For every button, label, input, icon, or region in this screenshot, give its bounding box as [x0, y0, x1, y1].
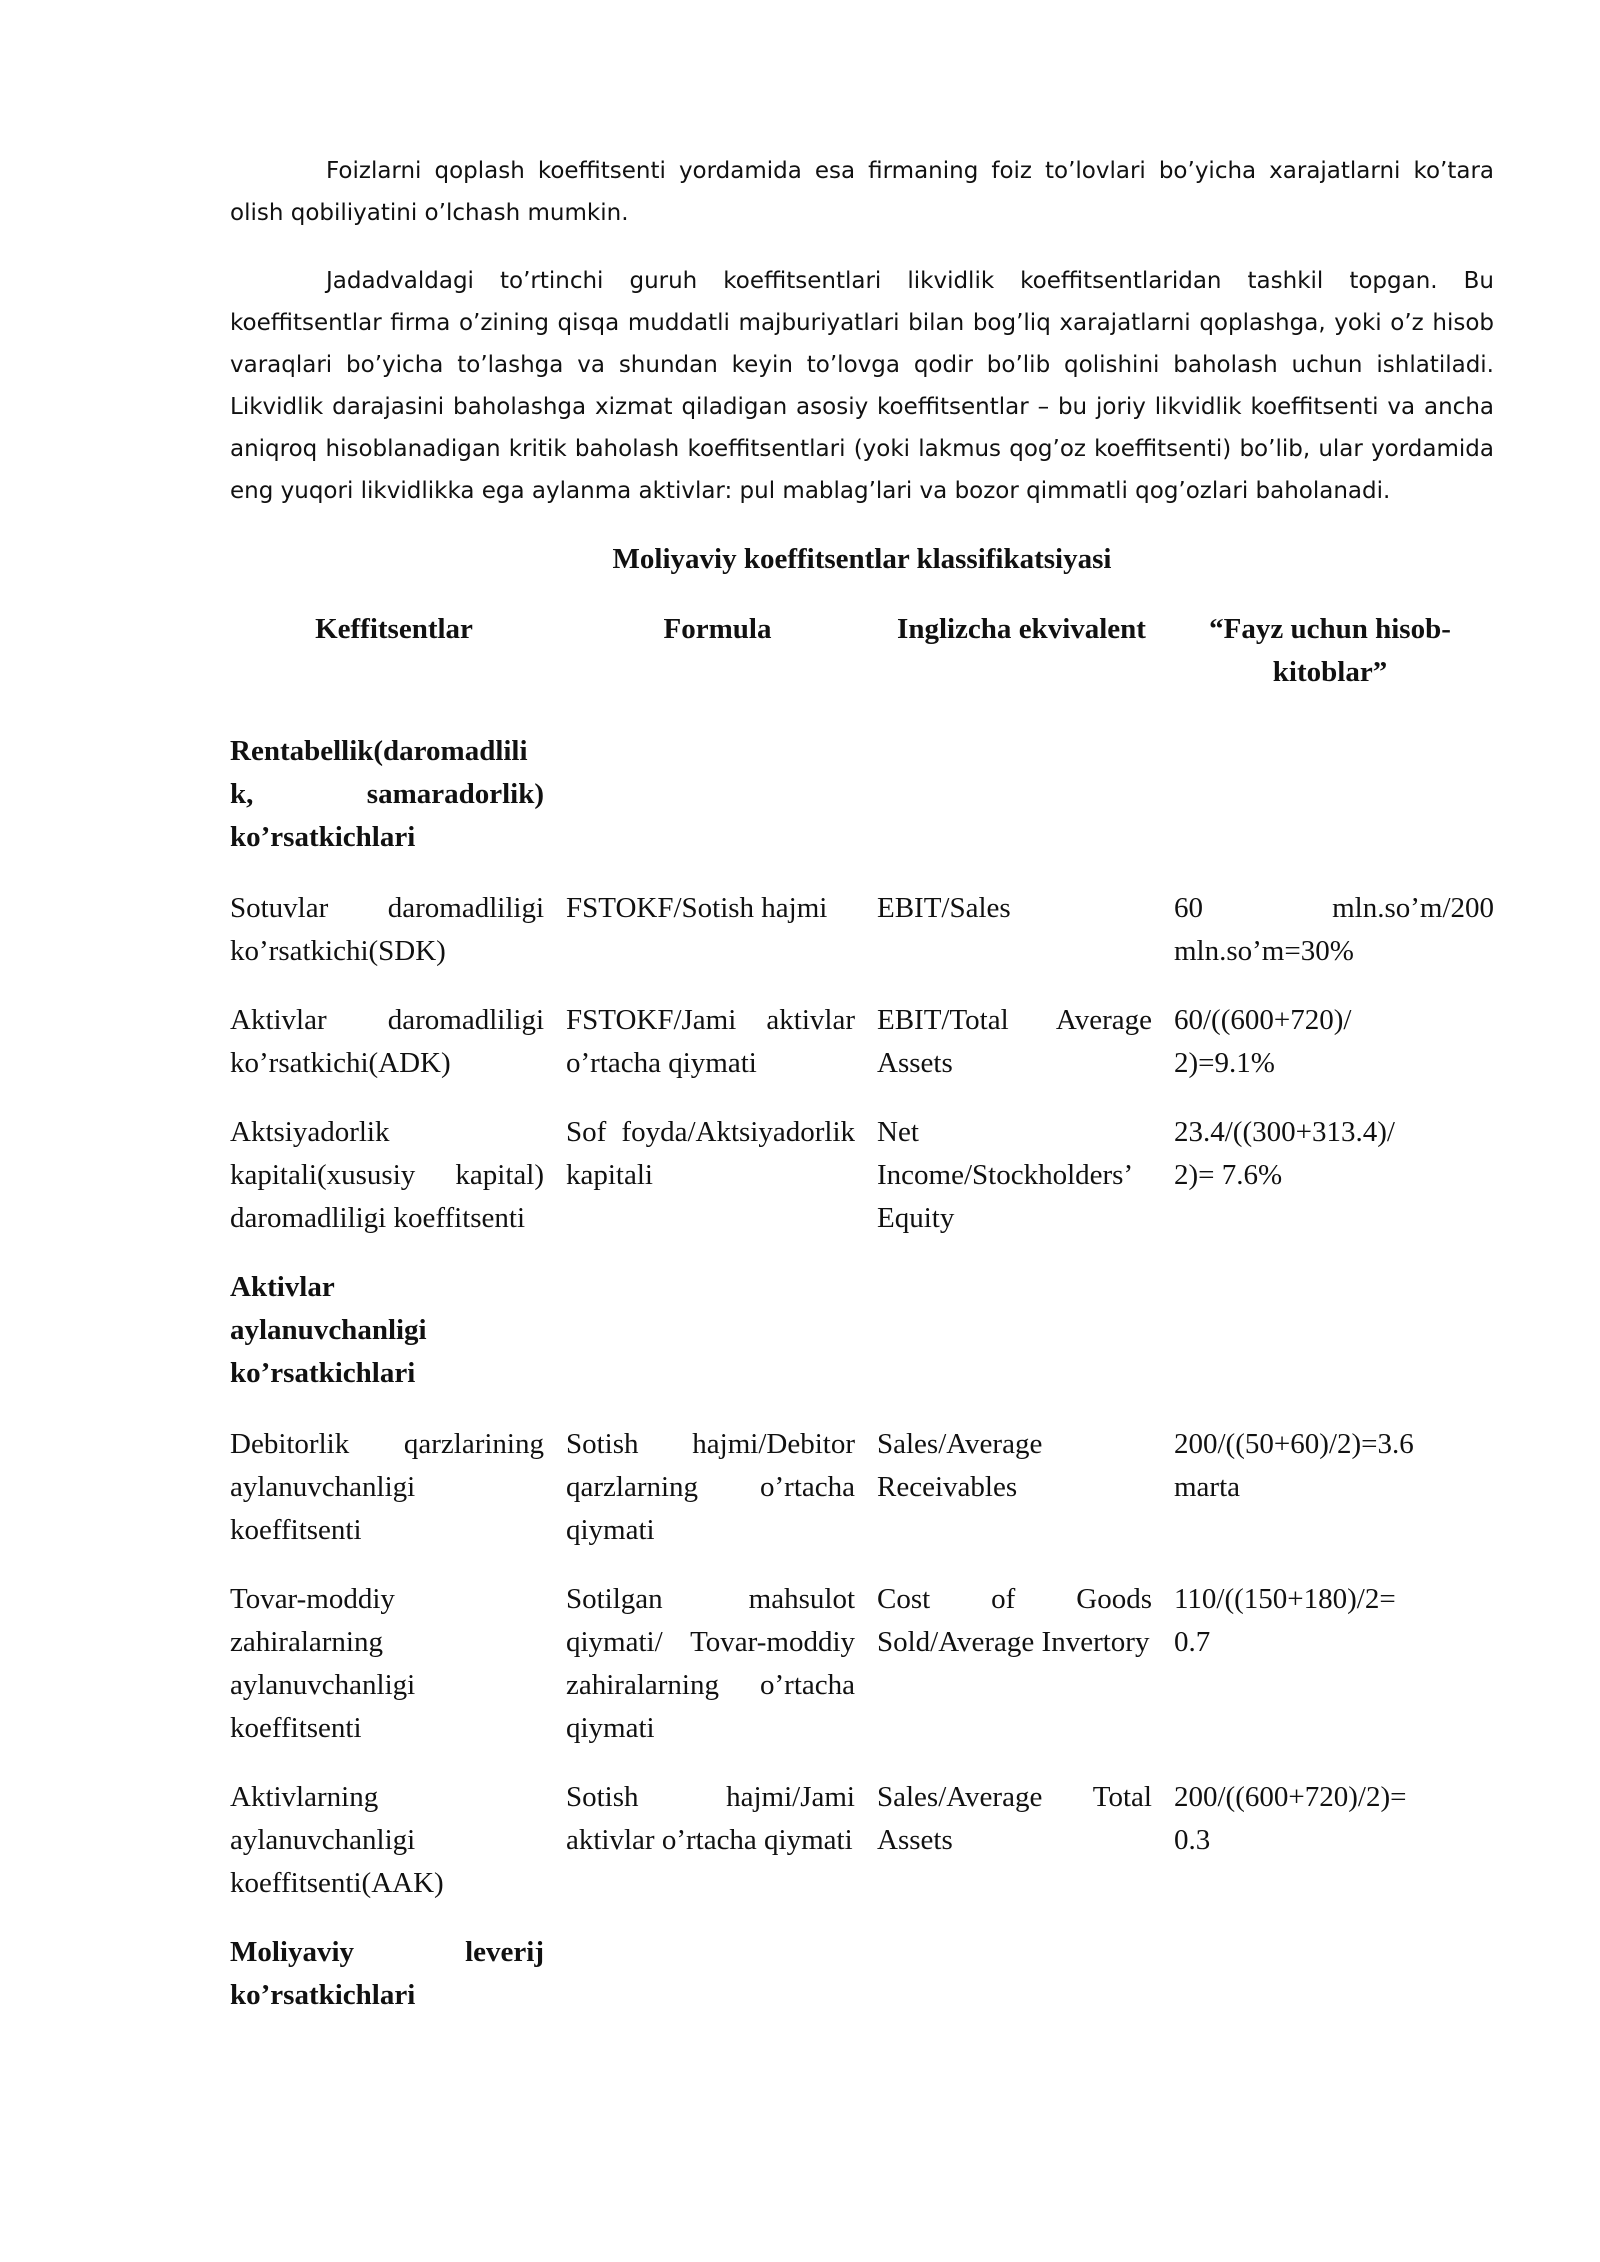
name-line: Tovar-moddiy	[230, 1583, 395, 1615]
group-label-profitability	[230, 730, 566, 887]
coefficients-table	[230, 608, 1494, 2045]
group-row-profitability	[230, 730, 1494, 887]
group-row-asset-turnover	[230, 1266, 1494, 1423]
name-line: koeffitsenti(AAK)	[230, 1867, 444, 1899]
calc-line: 110/((150+180)/2=	[1174, 1583, 1396, 1615]
calc-line: 0.3	[1174, 1824, 1211, 1856]
name-line: aylanuvchanligi	[230, 1824, 416, 1856]
table-row-inventory	[230, 1578, 1494, 1776]
group-label-asset-turnover	[230, 1266, 566, 1423]
calc-line: 0.7	[1174, 1626, 1211, 1658]
cell-name: Sotuvlar daromadliligi ko’rsatkichi(SDK)	[230, 892, 544, 967]
name-line: zahiralarning	[230, 1626, 383, 1658]
header-calculations-line1: “Fayz uchun hisob-	[1209, 613, 1451, 645]
cell-english: Cost of Goods Sold/Average Invertory	[877, 1583, 1152, 1658]
calc-line: 23.4/((300+313.4)/	[1174, 1116, 1395, 1148]
cell-formula: Sotish hajmi/Debitor qarzlarning o’rtacha qiymati	[566, 1428, 855, 1546]
cell-formula: Sotilgan mahsulot qiymati/ Tovar-moddiy zahiralarning o’rtacha qiymati	[566, 1583, 855, 1744]
group-label-financial-leverage	[230, 1931, 566, 2045]
header-coefficients: Keffitsentlar	[315, 613, 473, 645]
cell-name	[230, 1111, 566, 1266]
paragraph-liquidity: Jadadvaldagi to’rtinchi guruh koeffitsentlari likvidlik koeffitsentlaridan tashkil topgan. Bu koeffitsentlar firma o’zining qisqa muddatli majburiyatlari bilan bog’liq xarajatlarni qoplashga, yoki o’z hisob varaqlari bo’yicha to’lashga va shundan keyin to’lovga qodir bo’lib qolishini baholash uchun ishlatiladi. Likvidlik darajasini baholashga xizmat qiladigan asosiy koeffitsentlar – bu joriy likvidlik koeffitsenti va ancha aniqroq hisoblanadigan kritik baholash koeffitsentlari (yoki lakmus qog’oz koeffitsenti) bo’lib, ular yordamida eng yuqori likvidlikka ega aylanma aktivlar: pul mablag’lari va bozor qimmatli qog’ozlari baholanadi.	[230, 268, 1494, 504]
calc-line: 2)= 7.6%	[1174, 1159, 1283, 1191]
table-title: Moliyaviy koeffitsentlar klassifikatsiyasi	[612, 543, 1112, 575]
group-label-line: ko’rsatkichlari	[230, 1979, 416, 2011]
group-label-line: Moliyaviy leverij	[230, 1936, 544, 1968]
calc-line: marta	[1174, 1471, 1241, 1503]
calc-line: mln.so’m=30%	[1174, 935, 1354, 967]
calc-line: 200/((50+60)/2)=3.6	[1174, 1428, 1414, 1460]
table-row-adk	[230, 999, 1494, 1111]
group-label-line: ko’rsatkichlari	[230, 821, 416, 853]
group-label-line: k, samaradorlik)	[230, 778, 544, 810]
header-english-line1: Inglizcha	[897, 613, 1012, 645]
paragraph-interest-coverage: Foizlarni qoplash koeffitsenti yordamida esa firmaning foiz to’lovlari bo’yicha xarajatlarni ko’tara olish qobiliyatini o’lchash mumkin.	[230, 158, 1494, 226]
name-line: Aktivlarning	[230, 1781, 379, 1813]
cell-calculation	[1174, 999, 1494, 1111]
cell-english: EBIT/Sales	[877, 892, 1011, 924]
header-english-line2: ekvivalent	[1018, 613, 1146, 645]
cell-name: Aktivlar daromadliligi ko’rsatkichi(ADK)	[230, 1004, 544, 1079]
name-line: koeffitsenti	[230, 1712, 362, 1744]
cell-english	[877, 1423, 1174, 1578]
group-label-line: Rentabellik(daromadlili	[230, 735, 528, 767]
cell-calculation	[1174, 887, 1494, 999]
cell-calculation	[1174, 1111, 1494, 1266]
header-calculations-line2: kitoblar”	[1272, 656, 1388, 688]
cell-name	[230, 1776, 566, 1931]
name-line: aylanuvchanligi	[230, 1669, 416, 1701]
calc-line: 200/((600+720)/2)=	[1174, 1781, 1407, 1813]
document-page	[230, 150, 1494, 2045]
cell-formula: Sof foyda/Aktsiyadorlik kapitali	[566, 1116, 855, 1191]
cell-formula: FSTOKF/Sotish hajmi	[566, 892, 828, 924]
table-row-receivables	[230, 1423, 1494, 1578]
cell-english: Net Income/Stockholders’ Equity	[877, 1116, 1131, 1234]
cell-english: EBIT/Total Average Assets	[877, 1004, 1152, 1079]
group-row-financial-leverage	[230, 1931, 1494, 2045]
cell-calculation	[1174, 1776, 1494, 1931]
english-line: Receivables	[877, 1471, 1018, 1503]
header-english-equivalent	[877, 608, 1174, 730]
cell-english: Sales/Average Total Assets	[877, 1781, 1152, 1856]
table-header-row	[230, 608, 1494, 730]
english-line: Sales/Average	[877, 1428, 1043, 1460]
cell-formula: FSTOKF/Jami aktivlar o’rtacha qiymati	[566, 1004, 855, 1079]
cell-calculation	[1174, 1578, 1494, 1776]
calc-line: 60 mln.so’m/200	[1174, 892, 1494, 924]
table-row-sdk	[230, 887, 1494, 999]
cell-calculation	[1174, 1423, 1494, 1578]
name-line: Aktsiyadorlik	[230, 1116, 390, 1148]
calc-line: 60/((600+720)/	[1174, 1004, 1352, 1036]
group-label-line: aylanuvchanligi	[230, 1314, 427, 1346]
header-calculations	[1174, 608, 1494, 730]
cell-name	[230, 1578, 566, 1776]
cell-formula: Sotish hajmi/Jami aktivlar o’rtacha qiymati	[566, 1781, 855, 1856]
group-label-line: ko’rsatkichlari	[230, 1357, 416, 1389]
name-line: kapitali(xususiy kapital)	[230, 1159, 544, 1191]
cell-name: Debitorlik qarzlarining aylanuvchanligi koeffitsenti	[230, 1428, 544, 1546]
group-label-line: Aktivlar	[230, 1271, 335, 1303]
table-row-equity	[230, 1111, 1494, 1266]
header-formula: Formula	[663, 613, 772, 645]
table-row-aak	[230, 1776, 1494, 1931]
name-line: daromadliligi koeffitsenti	[230, 1202, 526, 1234]
calc-line: 2)=9.1%	[1174, 1047, 1275, 1079]
